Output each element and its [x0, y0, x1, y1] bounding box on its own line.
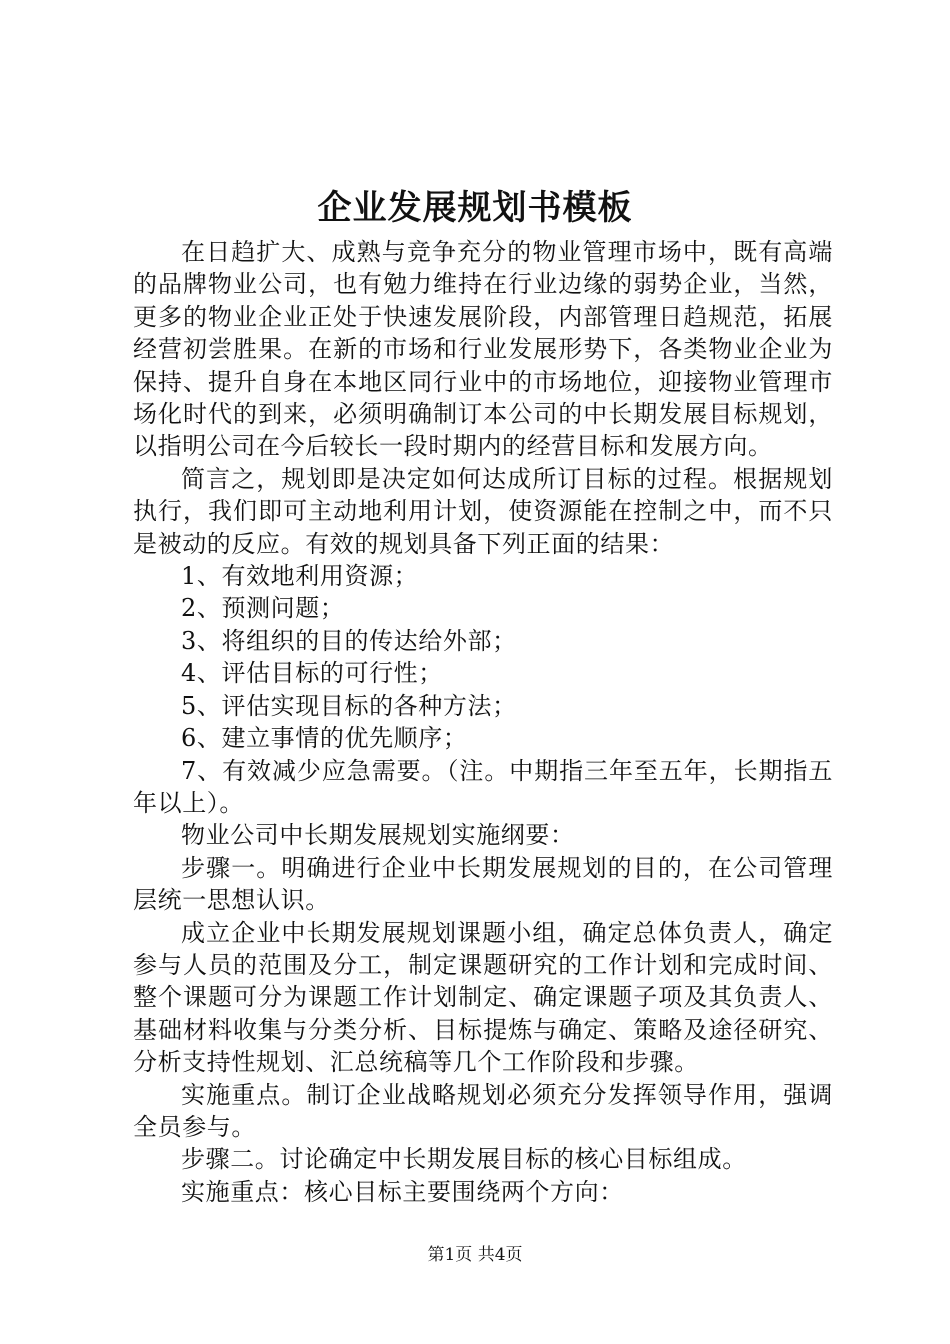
- list-item: 6、建立事情的优先顺序；: [181, 724, 468, 753]
- list-item: 3、将组织的目的传达给外部；: [181, 626, 517, 655]
- paragraph: 物业公司中长期发展规划实施纲要：: [181, 821, 575, 850]
- paragraph: 步骤一。明确进行企业中长期发展规划的目的，在公司管理层统一思想认识。: [133, 853, 833, 915]
- paragraph: 简言之，规划即是决定如何达成所订目标的过程。根据规划执行，我们即可主动地利用计划，使资源能在控制之中，而不只是被动的反应。有效的规划具备下列正面的结果：: [133, 464, 833, 558]
- paragraph: 步骤二。讨论确定中长期发展目标的核心目标组成。: [181, 1145, 747, 1174]
- paragraph: 实施重点。制订企业战略规划必须充分发挥领导作用，强调全员参与。: [133, 1080, 833, 1141]
- list-item: 5、评估实现目标的各种方法；: [181, 691, 517, 720]
- paragraph: 在日趋扩大、成熟与竞争充分的物业管理市场中，既有高端的品牌物业公司，也有勉力维持在行业边缘的弱势企业，当然，更多的物业企业正处于快速发展阶段，内部管理日趋规范，拓展经营初尝胜果。在新的市场和行业发展形势下，各类物业企业为保持、提升自身在本地区同行业中的市场地位，迎接物业管理市场化时代的到来，必须明确制订本公司的中长期发展目标规划，以指明公司在今后较长一段时期内的经营目标和发展方向。: [133, 238, 833, 461]
- document-body: [133, 236, 833, 1208]
- paragraph: 实施重点：核心目标主要围绕两个方向：: [181, 1177, 624, 1206]
- list-item: 7、有效减少应急需要。（注。中期指三年至五年，长期指五年以上）。: [133, 756, 833, 817]
- list-item: 4、评估目标的可行性；: [181, 659, 443, 688]
- page-footer: 第1页 共4页: [427, 1245, 523, 1265]
- paragraph: 成立企业中长期发展规划课题小组，确定总体负责人，确定参与人员的范围及分工，制定课题研究的工作计划和完成时间、整个课题可分为课题工作计划制定、确定课题子项及其负责人、基础材料收集与分类分析、目标提炼与确定、策略及途径研究、分析支持性规划、汇总统稿等几个工作阶段和步骤。: [133, 918, 833, 1077]
- document-title: 企业发展规划书模板: [317, 188, 633, 228]
- list-item: 1、有效地利用资源；: [181, 562, 419, 591]
- list-item: 2、预测问题；: [181, 594, 345, 623]
